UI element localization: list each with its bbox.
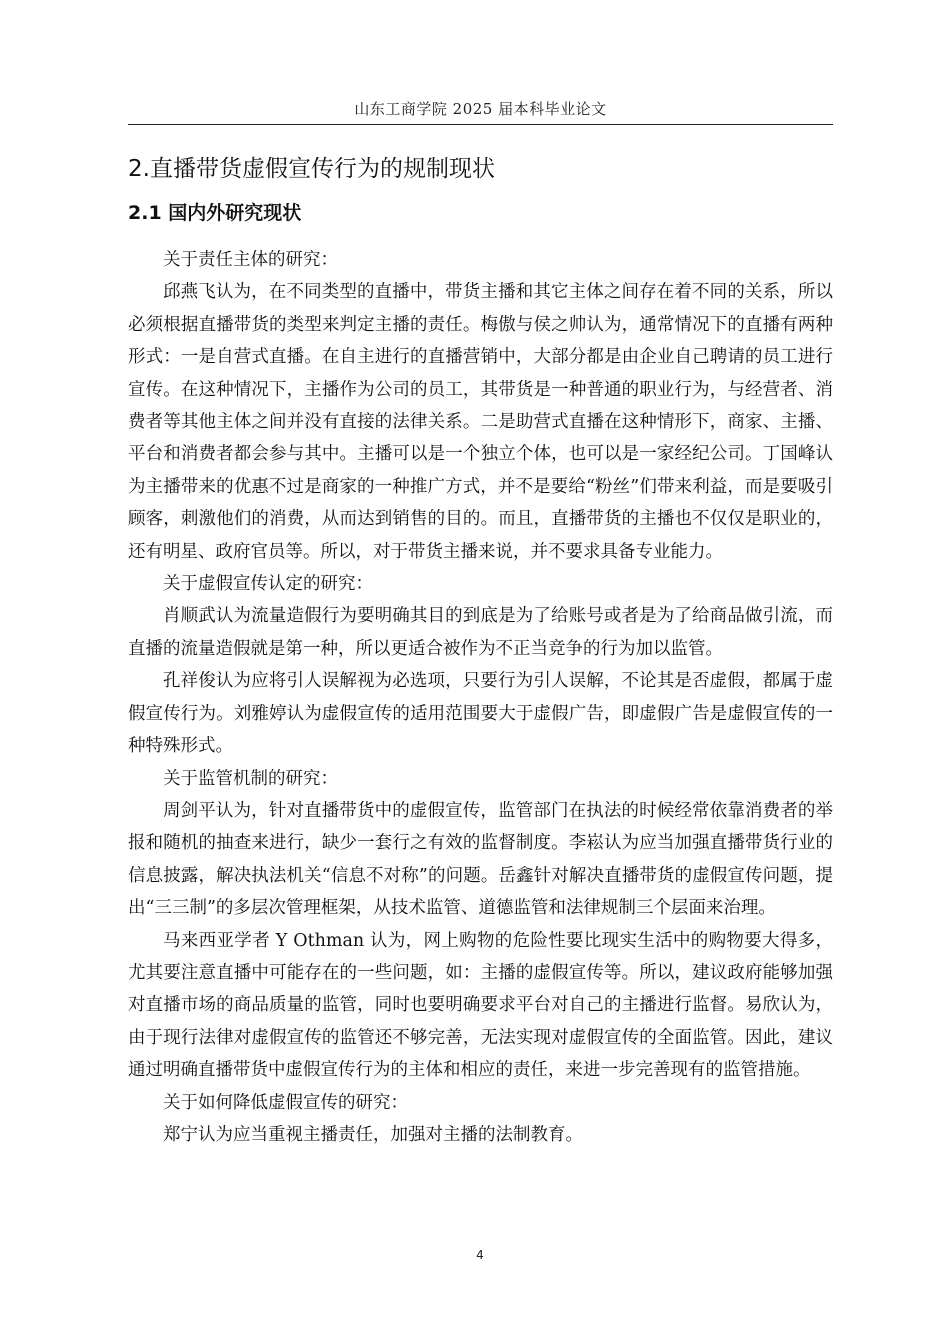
section-title: 2.1 国内外研究现状 [128, 202, 302, 224]
subtopic-heading-identification: 关于虚假宣传认定的研究： [163, 574, 373, 595]
subtopic-heading-responsibility: 关于责任主体的研究： [163, 250, 338, 270]
chapter-title: 2.直播带货虚假宣传行为的规制现状 [128, 156, 495, 182]
subtopic-heading-supervision: 关于监管机制的研究： [163, 768, 338, 789]
paragraph-traffic-fraud: 肖顺武认为流量造假行为要明确其目的到底是为了给账号或者是为了给商品做引流，而直播的流量造假就是第一种，所以更适合被作为不正当竞争的行为加以监管。 [128, 606, 833, 659]
paragraph-responsibility: 邱燕飞认为，在不同类型的直播中，带货主播和其它主体之间存在着不同的关系，所以必须根据直播带货的类型来判定主播的责任。梅傲与侯之帅认为，通常情况下的直播有两种形式：一是自营式直播。在自主进行的直播营销中，大部分都是由企业自己聘请的员工进行宣传。在这种情况下，主播作为公司的员工，其带货是一种普通的职业行为，与经营者、消费者等其他主体之间并没有直接的法律关系。二是助营式直播在这种情形下，商家、主播、平台和消费者都会参与其中。主播可以是一个独立个体，也可以是一家经纪公司。丁国峰认为主播带来的优惠不过是商家的一种推广方式，并不是要给“粉丝”们带来利益，而是要吸引顾客，刺激他们的消费，从而达到销售的目的。而且，直播带货的主播也不仅仅是职业的，还有明星、政府官员等。所以，对于带货主播来说，并不要求具备专业能力。 [128, 282, 833, 562]
header-divider [128, 124, 833, 125]
body-text [128, 244, 833, 1151]
page-number: 4 [476, 1248, 484, 1262]
paragraph-misleading: 孔祥俊认为应将引人误解视为必选项，只要行为引人误解，不论其是否虚假，都属于虚假宣传行为。刘雅婷认为虚假宣传的适用范围要大于虚假广告，即虚假广告是虚假宣传的一种特殊形式。 [128, 671, 833, 757]
paragraph-supervision: 周剑平认为，针对直播带货中的虚假宣传，监管部门在执法的时候经常依靠消费者的举报和随机的抽查来进行，缺少一套行之有效的监督制度。李崧认为应当加强直播带货行业的信息披露，解决执法机关“信息不对称”的问题。岳鑫针对解决直播带货的虚假宣传问题，提出“三三制”的多层次管理框架，从技术监管、道德监管和法律规制三个层面来治理。 [128, 800, 833, 919]
paragraph-foreign-research: 马来西亚学者 Y Othman 认为，网上购物的危险性要比现实生活中的购物要大得多，尤其要注意直播中可能存在的一些问题，如：主播的虚假宣传等。所以，建议政府能够加强对直播市场的商品质量的监管，同时也要明确要求平台对自己的主播进行监督。易欣认为，由于现行法律对虚假宣传的监管还不够完善，无法实现对虚假宣传的全面监管。因此，建议通过明确直播带货中虚假宣传行为的主体和相应的责任，来进一步完善现有的监管措施。 [128, 930, 833, 1081]
subtopic-heading-reduction: 关于如何降低虚假宣传的研究： [163, 1092, 408, 1113]
running-header: 山东工商学院 2025 届本科毕业论文 [354, 100, 607, 118]
paragraph-reduction: 郑宁认为应当重视主播责任，加强对主播的法制教育。 [163, 1124, 583, 1145]
